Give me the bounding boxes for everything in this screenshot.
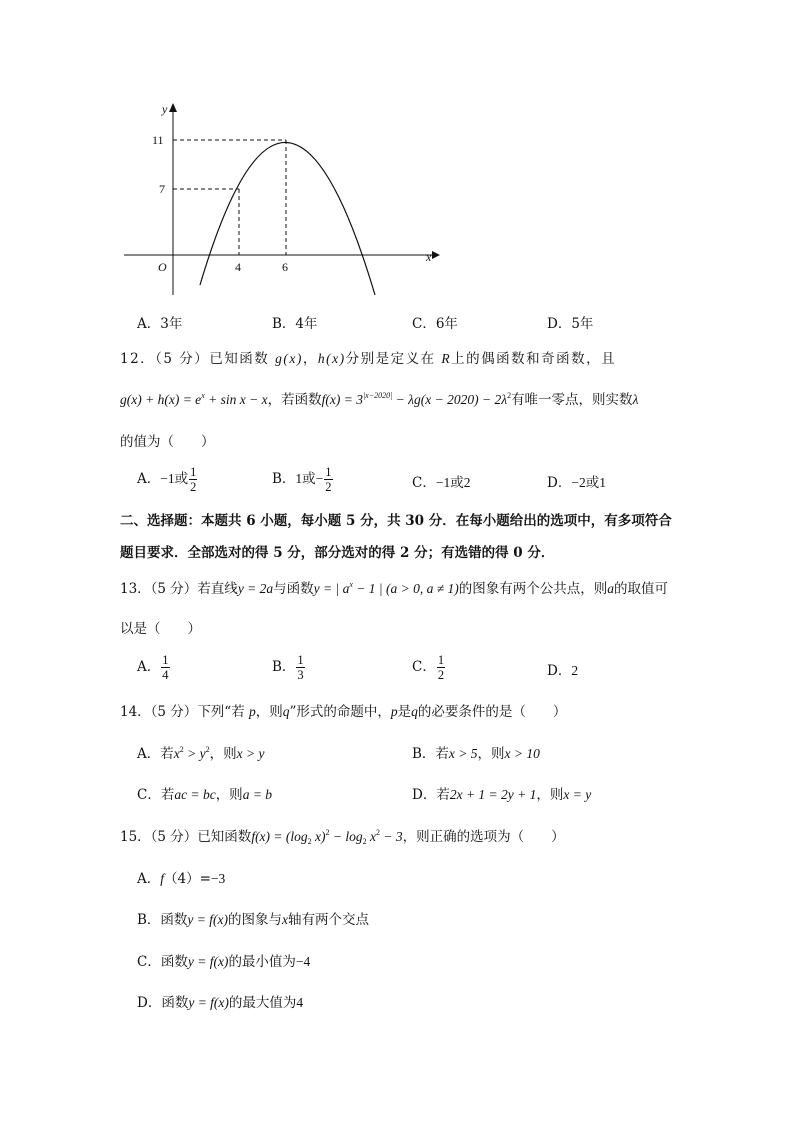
q11-option-c: C．6年 — [412, 316, 458, 332]
y-tick-11: 11 — [152, 133, 164, 147]
q12-number: 12．（5 分） — [120, 351, 210, 367]
q13-option-d: D．2 — [547, 663, 579, 679]
section2-heading-line1: 二、选择题：本题共 6 小题，每小题 5 分，共 30 分．在每小题给出的选项中，有多项符合 — [120, 513, 672, 529]
q15-option-b: B．函数y = f(x)的图象与x轴有两个交点 — [137, 912, 370, 928]
parabola-graph — [110, 95, 450, 300]
q15-option-d: D．函数y = f(x)的最大值为4 — [137, 995, 304, 1011]
origin-label: O — [158, 260, 167, 274]
q14-option-c: C．若ac = bc，则a = b — [137, 787, 273, 803]
q12-line1: 12．（5 分）已知函数 g(x)，h(x)分别是定义在 R上的偶函数和奇函数，且 — [120, 351, 617, 367]
q12-option-b: B．1或− $\frac{1}{2}$ — [272, 465, 332, 494]
q14-stem: 14．（5 分）下列“若 p，则q”形式的命题中，p是q的必要条件的是（ ） — [120, 704, 567, 720]
q15-option-a: A．f（4）=−3 — [137, 871, 226, 887]
y-tick-7: 7 — [159, 182, 165, 196]
q15-option-c: C．函数y = f(x)的最小值为−4 — [137, 954, 311, 970]
q13-option-a: A． $\frac{1}{4}$ — [137, 653, 169, 682]
x-tick-6: 6 — [282, 260, 288, 274]
q13-line2: 以是（ ） — [120, 621, 201, 637]
q14-option-b: B．若x > 5，则x > 10 — [412, 746, 540, 762]
q15-stem: 15．（5 分）已知函数$f(x) = (\log_2$ $x)^2 - \log_2 x^2 - 3$，则正确的选项为（ ） — [120, 828, 565, 846]
q12-option-c: C．−1或2 — [412, 475, 471, 491]
q12-option-d: D．−2或1 — [547, 475, 606, 491]
q12-line2: $g(x) + h(x) = e^x + \sin x - x$，若函数$f(x) = 3^{|x-2020|} - \lambda g(x - 2020) - 2\lambda^2$有唯一零点，则实数λ — [120, 391, 639, 408]
q13-option-c: C． $\frac{1}{2}$ — [412, 653, 445, 682]
q11-option-b: B．4年 — [272, 316, 318, 332]
q11-option-a: A．3年 — [137, 316, 183, 332]
section2-heading-line2: 题目要求．全部选对的得 5 分，部分选对的得 2 分；有选错的得 0 分． — [120, 545, 555, 561]
q12-line3: 的值为（ ） — [120, 434, 215, 450]
q14-option-d: D．若2x + 1 = 2y + 1，则x = y — [412, 787, 592, 803]
q13-line1: 13．（5 分）若直线y = 2a与函数y = | $a^x - 1$ | (a > 0, a ≠ 1)的图象有两个公共点，则a的取值可 — [120, 580, 669, 597]
q13-option-b: B． $\frac{1}{3}$ — [272, 653, 304, 682]
x-tick-4: 4 — [235, 260, 241, 274]
q11-option-d: D．5年 — [547, 316, 594, 332]
q14-option-a: A．若$x^2 > y^2$，则x > y — [137, 745, 265, 762]
y-axis-label: y — [162, 102, 168, 116]
x-axis-label: x — [426, 250, 432, 264]
q12-option-a: A．−1或 $\frac{1}{2}$ — [137, 465, 197, 494]
